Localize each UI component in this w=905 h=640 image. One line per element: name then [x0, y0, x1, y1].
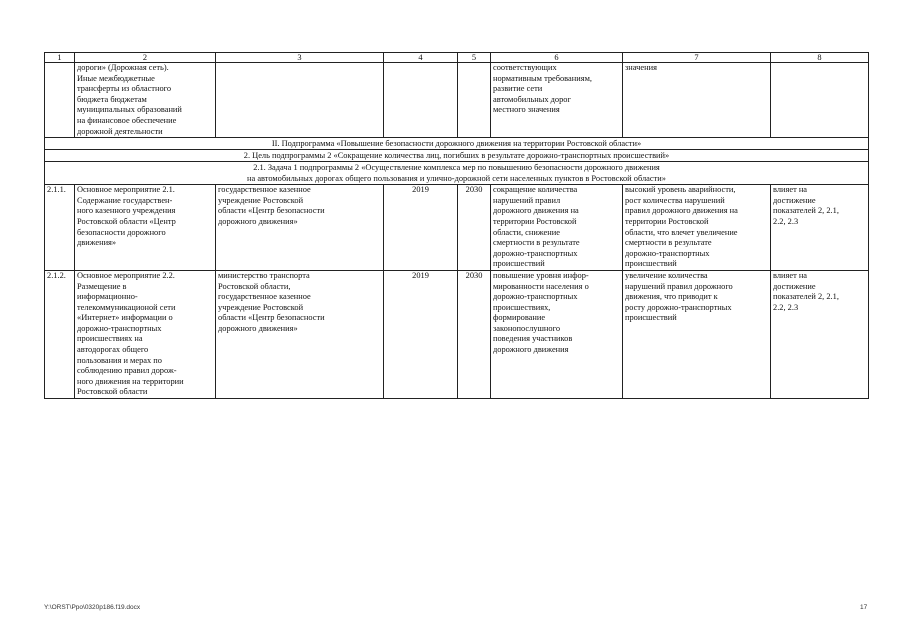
column-number: 7	[623, 53, 771, 63]
cell-executor	[216, 63, 384, 138]
row-executor: государственное казенное учреждение Ростовской области «Центр безопасности дорожного движения»	[216, 185, 384, 271]
column-number: 2	[75, 53, 216, 63]
column-number: 4	[384, 53, 458, 63]
file-path-footer: Y:\ORST\Ppo\0320p186.f19.docx	[44, 604, 141, 611]
program-table	[44, 52, 869, 399]
row-link: влияет на достижение показателей 2, 2.1, 2.2, 2.3	[771, 185, 869, 271]
cell-link	[771, 63, 869, 138]
cell-start	[384, 63, 458, 138]
subprogram-row	[45, 138, 869, 150]
row-end-year: 2030	[458, 185, 491, 271]
task-title: 2.1. Задача 1 подпрограммы 2 «Осуществление комплекса мер по повышению безопасности дорожного движения на автомобильных дорогах общего пользования и улично-дорожной сети населенных пунктов в Ростовской области»	[45, 162, 869, 185]
row-consequences: высокий уровень аварийности, рост количества нарушений правил дорожного движения на территории Ростовской области, что влечет увеличение смертности в результате дорожно-транспортных происшествий	[623, 185, 771, 271]
goal-title: 2. Цель подпрограммы 2 «Сокращение количества лиц, погибших в результате дорожно-транспортных происшествий»	[45, 150, 869, 162]
row-name: Основное мероприятие 2.2. Размещение в информационно- телекоммуникационой сети «Интернет» информации о дорожно-транспортных происшествиях на автодорогах общего пользования и мерах по соблюдению правил дорож- ного движения на территории Ростовской области	[75, 270, 216, 398]
task-row	[45, 162, 869, 185]
row-number: 2.1.2.	[45, 270, 75, 398]
row-result: сокращение количества нарушений правил дорожного движения на территории Ростовской области, снижение смертности в результате дорожно-транспортных происшествий	[491, 185, 623, 271]
column-number: 3	[216, 53, 384, 63]
table-row	[45, 270, 869, 398]
goal-row	[45, 150, 869, 162]
row-consequences: увеличение количества нарушений правил дорожного движения, что приводит к росту дорожно-транспортных происшествий	[623, 270, 771, 398]
cell-end	[458, 63, 491, 138]
row-start-year: 2019	[384, 185, 458, 271]
row-executor: министерство транспорта Ростовской области, государственное казенное учреждение Ростовской области «Центр безопасности дорожного движения»	[216, 270, 384, 398]
page-number: 17	[860, 604, 868, 611]
row-result: повышение уровня инфор- мированности населения о дорожно-транспортных происшествиях, формирование законопослушного поведения участников дорожного движения	[491, 270, 623, 398]
column-number: 8	[771, 53, 869, 63]
subprogram-title: II. Подпрограмма «Повышение безопасности дорожного движения на территории Ростовской области»	[45, 138, 869, 150]
cell-number	[45, 63, 75, 138]
row-name: Основное мероприятие 2.1. Содержание государствен- ного казенного учреждения Ростовской области «Центр безопасности дорожного движения»	[75, 185, 216, 271]
cell-consequences: значения	[623, 63, 771, 138]
row-start-year: 2019	[384, 270, 458, 398]
row-end-year: 2030	[458, 270, 491, 398]
table-row	[45, 185, 869, 271]
column-number: 1	[45, 53, 75, 63]
row-link: влияет на достижение показателей 2, 2.1, 2.2, 2.3	[771, 270, 869, 398]
row-number: 2.1.1.	[45, 185, 75, 271]
continuation-row	[45, 63, 869, 138]
column-number-row	[45, 53, 869, 63]
column-number: 5	[458, 53, 491, 63]
column-number: 6	[491, 53, 623, 63]
cell-result: соответствующих нормативным требованиям, развитие сети автомобильных дорог местного значения	[491, 63, 623, 138]
cell-name: дороги» (Дорожная сеть). Иные межбюджетные трансферты из областного бюджета бюджетам муниципальных образований на финансовое обеспечение дорожной деятельности	[75, 63, 216, 138]
